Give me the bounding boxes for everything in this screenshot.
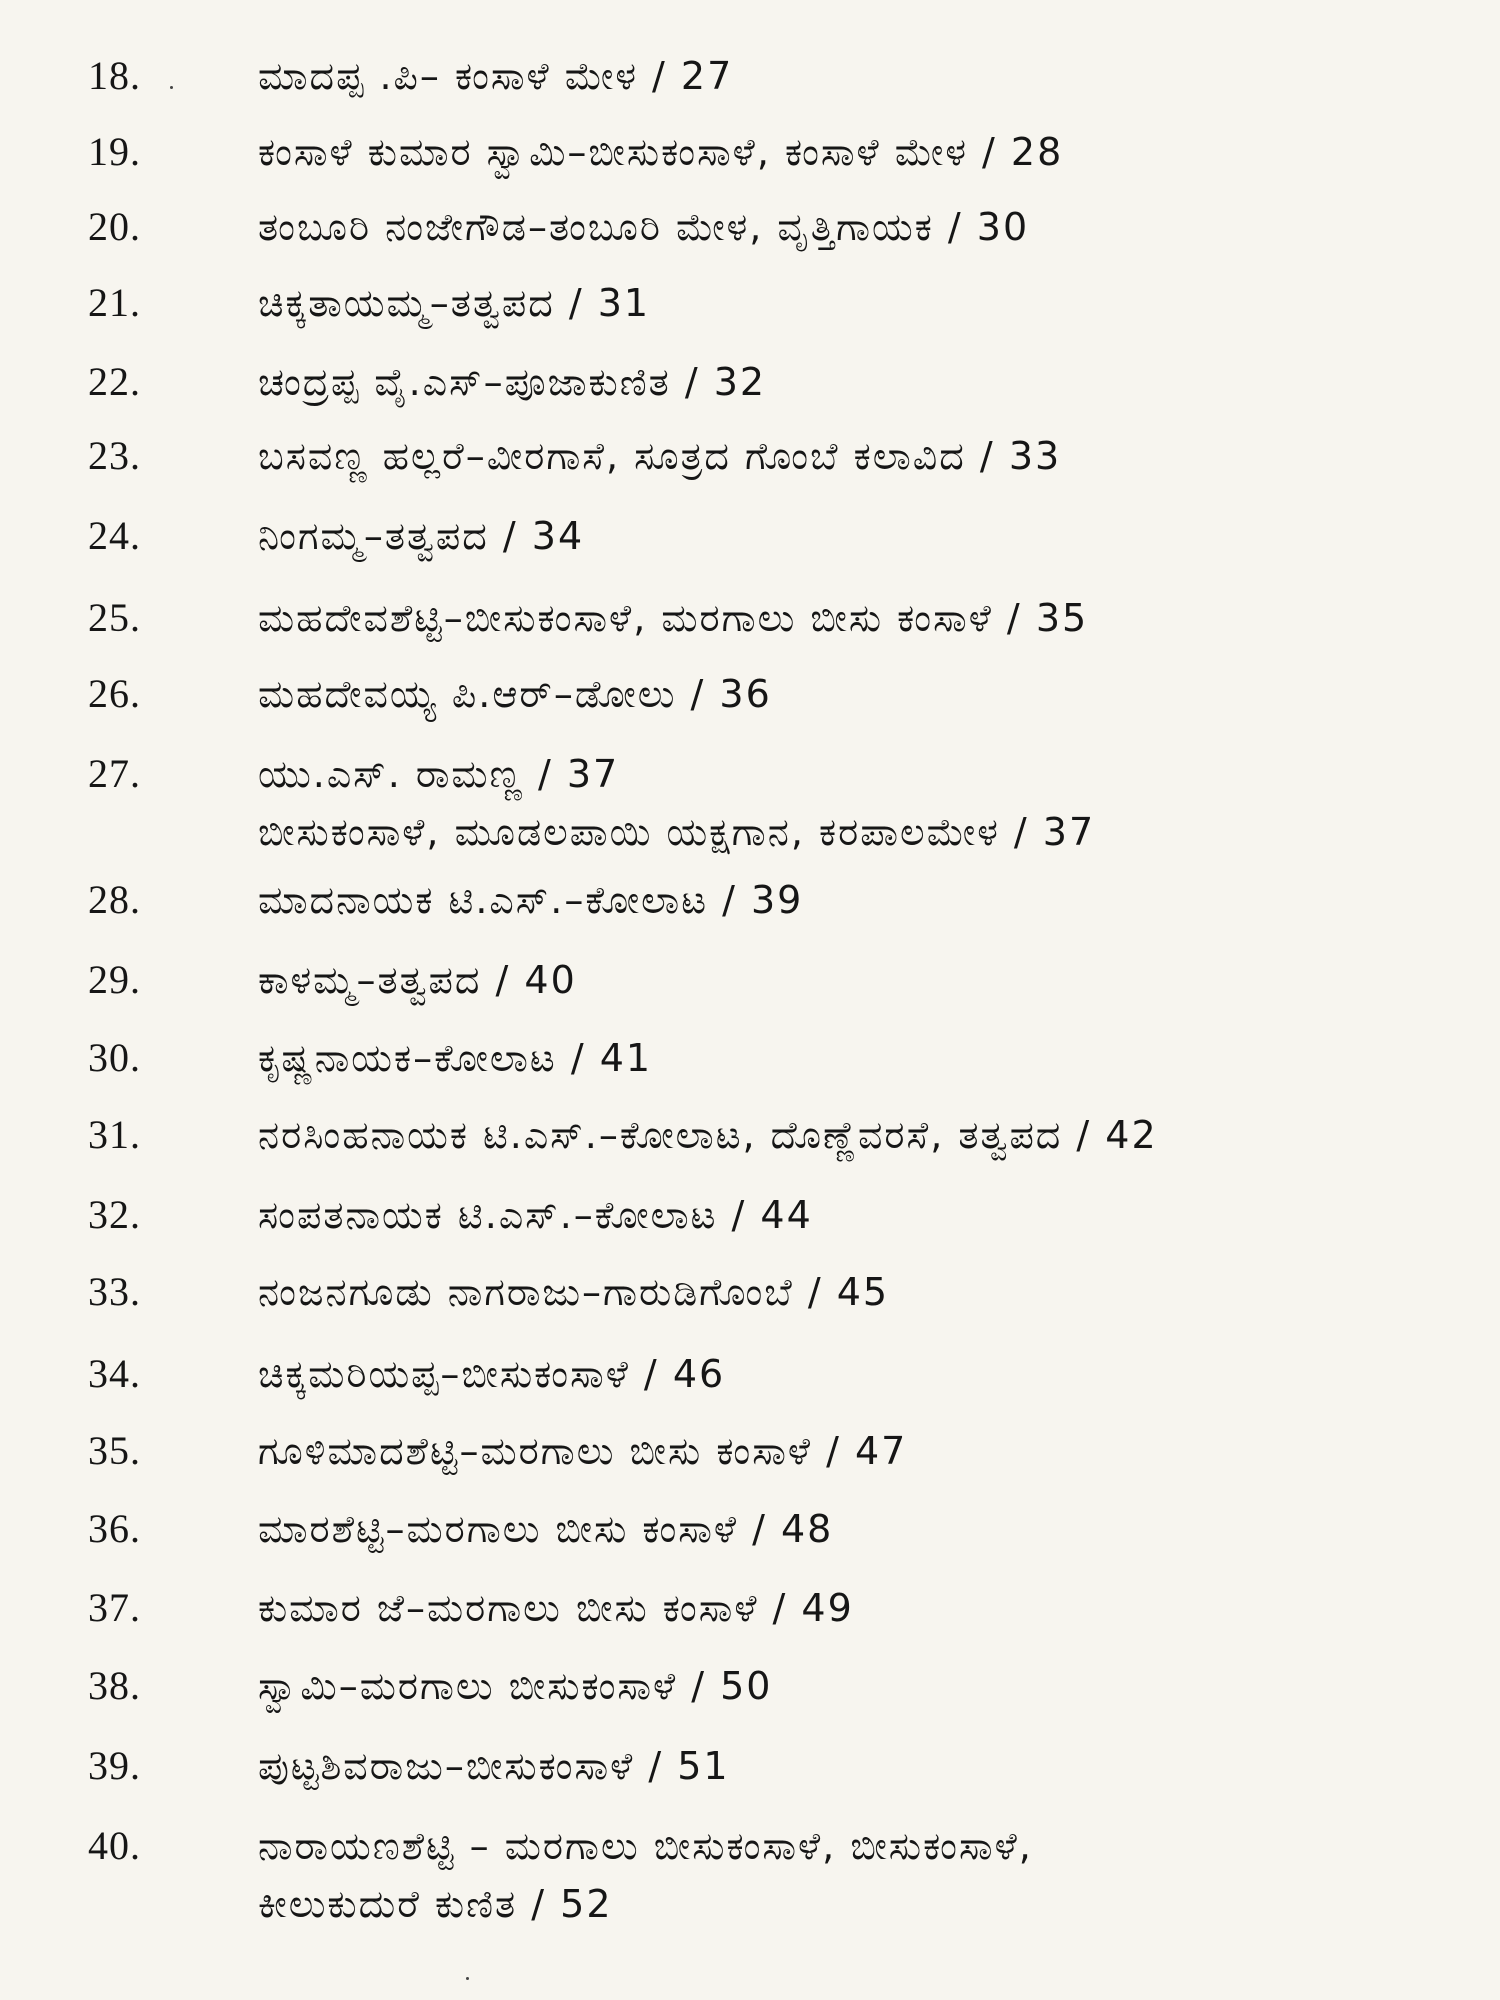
entry-number: 18. bbox=[88, 53, 141, 98]
entry-title: ತಂಬೂರಿ ನಂಜೇಗೌಡ–ತಂಬೂರಿ ಮೇಳ, ವೃತ್ತಿಗಾಯಕ / 30 bbox=[258, 205, 1030, 249]
entry-title: ಮಹದೇವಶೆಟ್ಟಿ–ಬೀಸುಕಂಸಾಳೆ, ಮರಗಾಲು ಬೀಸು ಕಂಸಾಳೆ / 35 bbox=[258, 596, 1089, 640]
entry-number: 29. bbox=[88, 957, 141, 1002]
entry-title: ನಿಂಗಮ್ಮ–ತತ್ವಪದ / 34 bbox=[258, 514, 585, 558]
entry-number: 23. bbox=[88, 433, 141, 478]
entry-number: 27. bbox=[88, 751, 141, 796]
entry-title: ಮಾದಪ್ಪ .ಪಿ– ಕಂಸಾಳೆ ಮೇಳ / 27 bbox=[258, 54, 734, 98]
entry-title: ನಂಜನಗೂಡು ನಾಗರಾಜು–ಗಾರುಡಿಗೊಂಬೆ / 45 bbox=[258, 1270, 890, 1314]
entry-title: ಸ್ವಾಮಿ–ಮರಗಾಲು ಬೀಸುಕಂಸಾಳೆ / 50 bbox=[258, 1664, 773, 1708]
entry-number: 31. bbox=[88, 1112, 141, 1157]
entry-number: 30. bbox=[88, 1035, 141, 1080]
entry-title-continuation: ಕೀಲುಕುದುರೆ ಕುಣಿತ / 52 bbox=[258, 1882, 613, 1926]
entry-number: 19. bbox=[88, 129, 141, 174]
entry-number: 34. bbox=[88, 1351, 141, 1396]
entry-number: 38. bbox=[88, 1663, 141, 1708]
entry-title: ಗೂಳಿಮಾದಶೆಟ್ಟಿ–ಮರಗಾಲು ಬೀಸು ಕಂಸಾಳೆ / 47 bbox=[258, 1429, 908, 1473]
print-speck bbox=[466, 1977, 469, 1980]
entry-number: 28. bbox=[88, 877, 141, 922]
entry-title: ಕೃಷ್ಣನಾಯಕ–ಕೋಲಾಟ / 41 bbox=[258, 1036, 653, 1080]
entry-title: ಚಂದ್ರಪ್ಪ ವೈ.ಎಸ್–ಪೂಜಾಕುಣಿತ / 32 bbox=[258, 360, 767, 404]
entry-number: 33. bbox=[88, 1269, 141, 1314]
entry-title-continuation: ಬೀಸುಕಂಸಾಳೆ, ಮೂಡಲಪಾಯಿ ಯಕ್ಷಗಾನ, ಕರಪಾಲಮೇಳ / 37 bbox=[258, 810, 1096, 854]
entry-title: ಪುಟ್ಟಶಿವರಾಜು–ಬೀಸುಕಂಸಾಳೆ / 51 bbox=[258, 1744, 730, 1788]
entry-title: ಚಿಕ್ಕಮರಿಯಪ್ಪ–ಬೀಸುಕಂಸಾಳೆ / 46 bbox=[258, 1352, 726, 1396]
entry-number: 26. bbox=[88, 671, 141, 716]
entry-number: 20. bbox=[88, 204, 141, 249]
entry-title: ಮಹದೇವಯ್ಯ ಪಿ.ಆರ್–ಡೋಲು / 36 bbox=[258, 672, 772, 716]
entry-number: 32. bbox=[88, 1192, 141, 1237]
entry-title: ನಾರಾಯಣಶೆಟ್ಟಿ – ಮರಗಾಲು ಬೀಸುಕಂಸಾಳೆ, ಬೀಸುಕಂಸಾಳೆ, bbox=[258, 1824, 1033, 1868]
entry-number: 36. bbox=[88, 1506, 141, 1551]
entry-title: ಚಿಕ್ಕತಾಯಮ್ಮ–ತತ್ವಪದ / 31 bbox=[258, 281, 651, 325]
entry-number: 21. bbox=[88, 280, 141, 325]
entry-number: 40. bbox=[88, 1823, 141, 1868]
entry-number: 24. bbox=[88, 513, 141, 558]
entry-title: ಕಾಳಮ್ಮ–ತತ್ವಪದ / 40 bbox=[258, 958, 577, 1002]
entry-title: ಯು.ಎಸ್. ರಾಮಣ್ಣ / 37 bbox=[258, 752, 620, 796]
entry-title: ಮಾದನಾಯಕ ಟಿ.ಎಸ್.–ಕೋಲಾಟ / 39 bbox=[258, 878, 804, 922]
entry-title: ಸಂಪತನಾಯಕ ಟಿ.ಎಸ್.–ಕೋಲಾಟ / 44 bbox=[258, 1193, 813, 1237]
entry-number: 25. bbox=[88, 595, 141, 640]
entry-title: ಕುಮಾರ ಜೆ–ಮರಗಾಲು ಬೀಸು ಕಂಸಾಳೆ / 49 bbox=[258, 1586, 854, 1630]
entry-number: 35. bbox=[88, 1428, 141, 1473]
entry-number: 37. bbox=[88, 1585, 141, 1630]
entry-title: ಬಸವಣ್ಣ ಹಲ್ಲರೆ–ವೀರಗಾಸೆ, ಸೂತ್ರದ ಗೊಂಬೆ ಕಲಾವಿದ / 33 bbox=[258, 434, 1062, 478]
entry-title: ಕಂಸಾಳೆ ಕುಮಾರ ಸ್ವಾಮಿ–ಬೀಸುಕಂಸಾಳೆ, ಕಂಸಾಳೆ ಮೇಳ / 28 bbox=[258, 130, 1064, 174]
entry-title: ನರಸಿಂಹನಾಯಕ ಟಿ.ಎಸ್.–ಕೋಲಾಟ, ದೊಣ್ಣೆವರಸೆ, ತತ್ವಪದ / 42 bbox=[258, 1113, 1158, 1157]
entry-number: 22. bbox=[88, 359, 141, 404]
entry-title: ಮಾರಶೆಟ್ಟಿ–ಮರಗಾಲು ಬೀಸು ಕಂಸಾಳೆ / 48 bbox=[258, 1507, 834, 1551]
print-speck bbox=[170, 86, 173, 89]
entry-number: 39. bbox=[88, 1743, 141, 1788]
